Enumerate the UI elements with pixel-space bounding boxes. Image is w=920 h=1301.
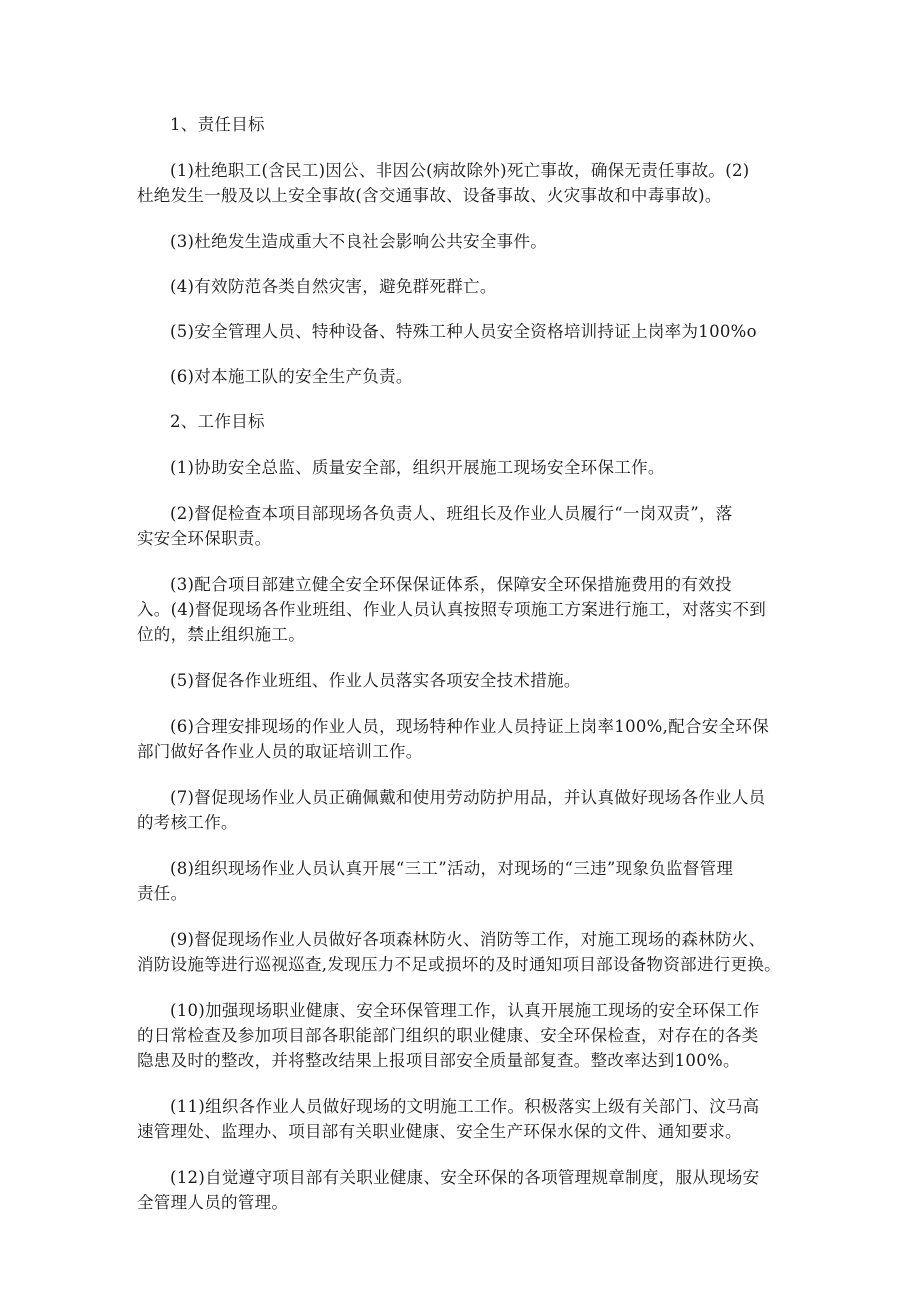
list-item: (1)协助安全总监、质量安全部，组织开展施工现场安全环保工作。 bbox=[170, 458, 665, 477]
list-item: (3)配合项目部建立健全安全环保保证体系，保障安全环保措施费用的有效投 入。(4)督促现场各作业班组、作业人员认真按照专项施工方案进行施工，对落实不到 位的，禁止组织施工。 bbox=[137, 575, 767, 644]
list-item: (5)安全管理人员、特种设备、特殊工种人员安全资格培训持证上岗率为100%o bbox=[170, 322, 757, 341]
list-item: (2)督促检查本项目部现场各负责人、班组长及作业人员履行“一岗双责”，落 实安全环保职责。 bbox=[137, 504, 733, 548]
list-item: (8)组织现场作业人员认真开展“三工”活动，对现场的“三违”现象负监督管理 责任。 bbox=[137, 859, 734, 903]
list-item: (7)督促现场作业人员正确佩戴和使用劳动防护用品，并认真做好现场各作业人员 的考核工作。 bbox=[137, 788, 766, 832]
list-item: (10)加强现场职业健康、安全环保管理工作，认真开展施工现场的安全环保工作 的日常检查及参加项目部各职能部门组织的职业健康、安全环保检查，对存在的各类 隐患及时的整改，并将整改结果上报项目部安全质量部复查。整改率达到100%。 bbox=[137, 1001, 760, 1070]
document-body bbox=[137, 112, 785, 1215]
section-heading-work: 2、工作目标 bbox=[170, 412, 265, 431]
list-item: (9)督促现场作业人员做好各项森林防火、消防等工作，对施工现场的森林防火、 消防设施等进行巡视巡查,发现压力不足或损坏的及时通知项目部设备物资部进行更换。 bbox=[137, 930, 781, 974]
list-item: (1)杜绝职工(含民工)因公、非因公(病故除外)死亡事故，确保无责任事故。(2) 杜绝发生一般及以上安全事故(含交通事故、设备事故、火灾事故和中毒事故)。 bbox=[137, 161, 750, 205]
list-item: (6)对本施工队的安全生产负责。 bbox=[170, 367, 413, 386]
list-item: (6)合理安排现场的作业人员，现场特种作业人员持证上岗率100%,配合安全环保 部门做好各作业人员的取证培训工作。 bbox=[137, 717, 769, 761]
list-item: (5)督促各作业班组、作业人员落实各项安全技术措施。 bbox=[170, 671, 581, 690]
list-item: (3)杜绝发生造成重大不良社会影响公共安全事件。 bbox=[170, 232, 548, 251]
list-item: (11)组织各作业人员做好现场的文明施工工作。积极落实上级有关部门、汶马高 速管理处、监理办、项目部有关职业健康、安全生产环保水保的文件、通知要求。 bbox=[137, 1097, 760, 1141]
section-heading-responsibility: 1、责任目标 bbox=[170, 115, 265, 134]
list-item: (4)有效防范各类自然灾害，避免群死群亡。 bbox=[170, 277, 497, 296]
list-item: (12)自觉遵守项目部有关职业健康、安全环保的各项管理规章制度，服从现场安 全管理人员的管理。 bbox=[137, 1168, 760, 1212]
